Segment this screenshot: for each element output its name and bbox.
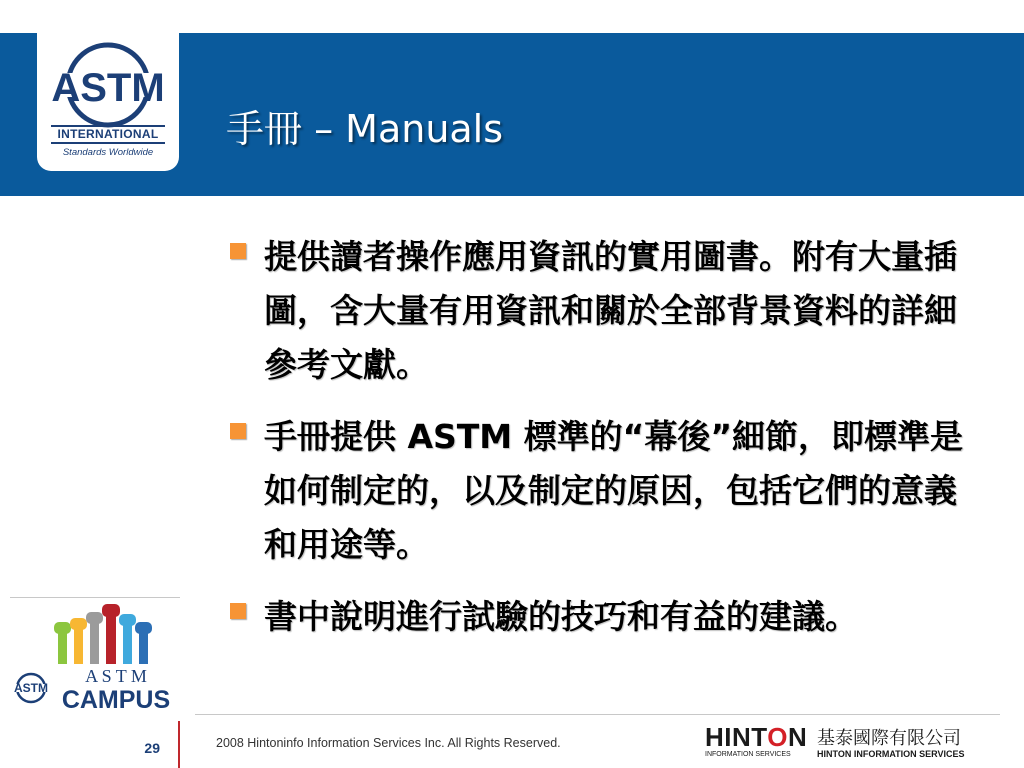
bullet-text: 手冊提供 ASTM 標準的“幕後”細節，即標準是如何制定的，以及制定的原因，包括它們的意義和用途等。 xyxy=(264,417,964,564)
logo-rule xyxy=(51,142,165,144)
square-bullet-icon xyxy=(230,243,246,259)
hinton-word-part: HINT xyxy=(705,722,768,752)
bullet-text: 提供讀者操作應用資訊的實用圖書。附有大量插圖，含大量有用資訊和關於全部背景資料的詳細參考文獻。 xyxy=(264,237,957,384)
page-number: 29 xyxy=(144,740,160,756)
hinton-chinese-name: 基泰國際有限公司 xyxy=(817,728,961,749)
side-divider xyxy=(10,597,180,598)
logo-tagline: Standards Worldwide xyxy=(62,147,154,158)
bullet-list xyxy=(228,230,988,662)
astm-international-logo xyxy=(37,33,179,171)
bullet-item xyxy=(228,590,988,644)
hinton-word-part: N xyxy=(787,722,808,752)
square-bullet-icon xyxy=(230,603,246,619)
hinton-wordmark xyxy=(705,722,807,753)
astm-seal-letters: ASTM xyxy=(51,66,165,110)
astm-seal-icon xyxy=(49,39,167,131)
bullet-text: 書中說明進行試驗的技巧和有益的建議。 xyxy=(264,597,858,636)
small-seal-letters: ASTM xyxy=(14,681,48,695)
square-bullet-icon xyxy=(230,423,246,439)
raised-hands-icon xyxy=(54,604,152,664)
footer-accent-bar xyxy=(178,721,180,768)
astm-campus-logo xyxy=(8,600,180,715)
logo-international-text: INTERNATIONAL xyxy=(57,127,159,141)
campus-astm-letters: A S T M xyxy=(85,666,147,686)
hinton-subtitle-en: HINTON INFORMATION SERVICES xyxy=(817,749,965,759)
campus-word: CAMPUS xyxy=(61,686,171,714)
bullet-item xyxy=(228,230,988,392)
footer-rule xyxy=(195,714,1000,715)
small-astm-seal-icon xyxy=(12,674,50,702)
hinton-subtitle: INFORMATION SERVICES xyxy=(705,751,791,758)
bullet-item xyxy=(228,410,988,572)
hinton-logo xyxy=(705,722,997,766)
slide-title: 手冊 – Manuals xyxy=(226,107,504,151)
hinton-o-icon: O xyxy=(767,722,788,752)
copyright-text: 2008 Hintoninfo Information Services Inc. All Rights Reserved. xyxy=(216,736,561,750)
